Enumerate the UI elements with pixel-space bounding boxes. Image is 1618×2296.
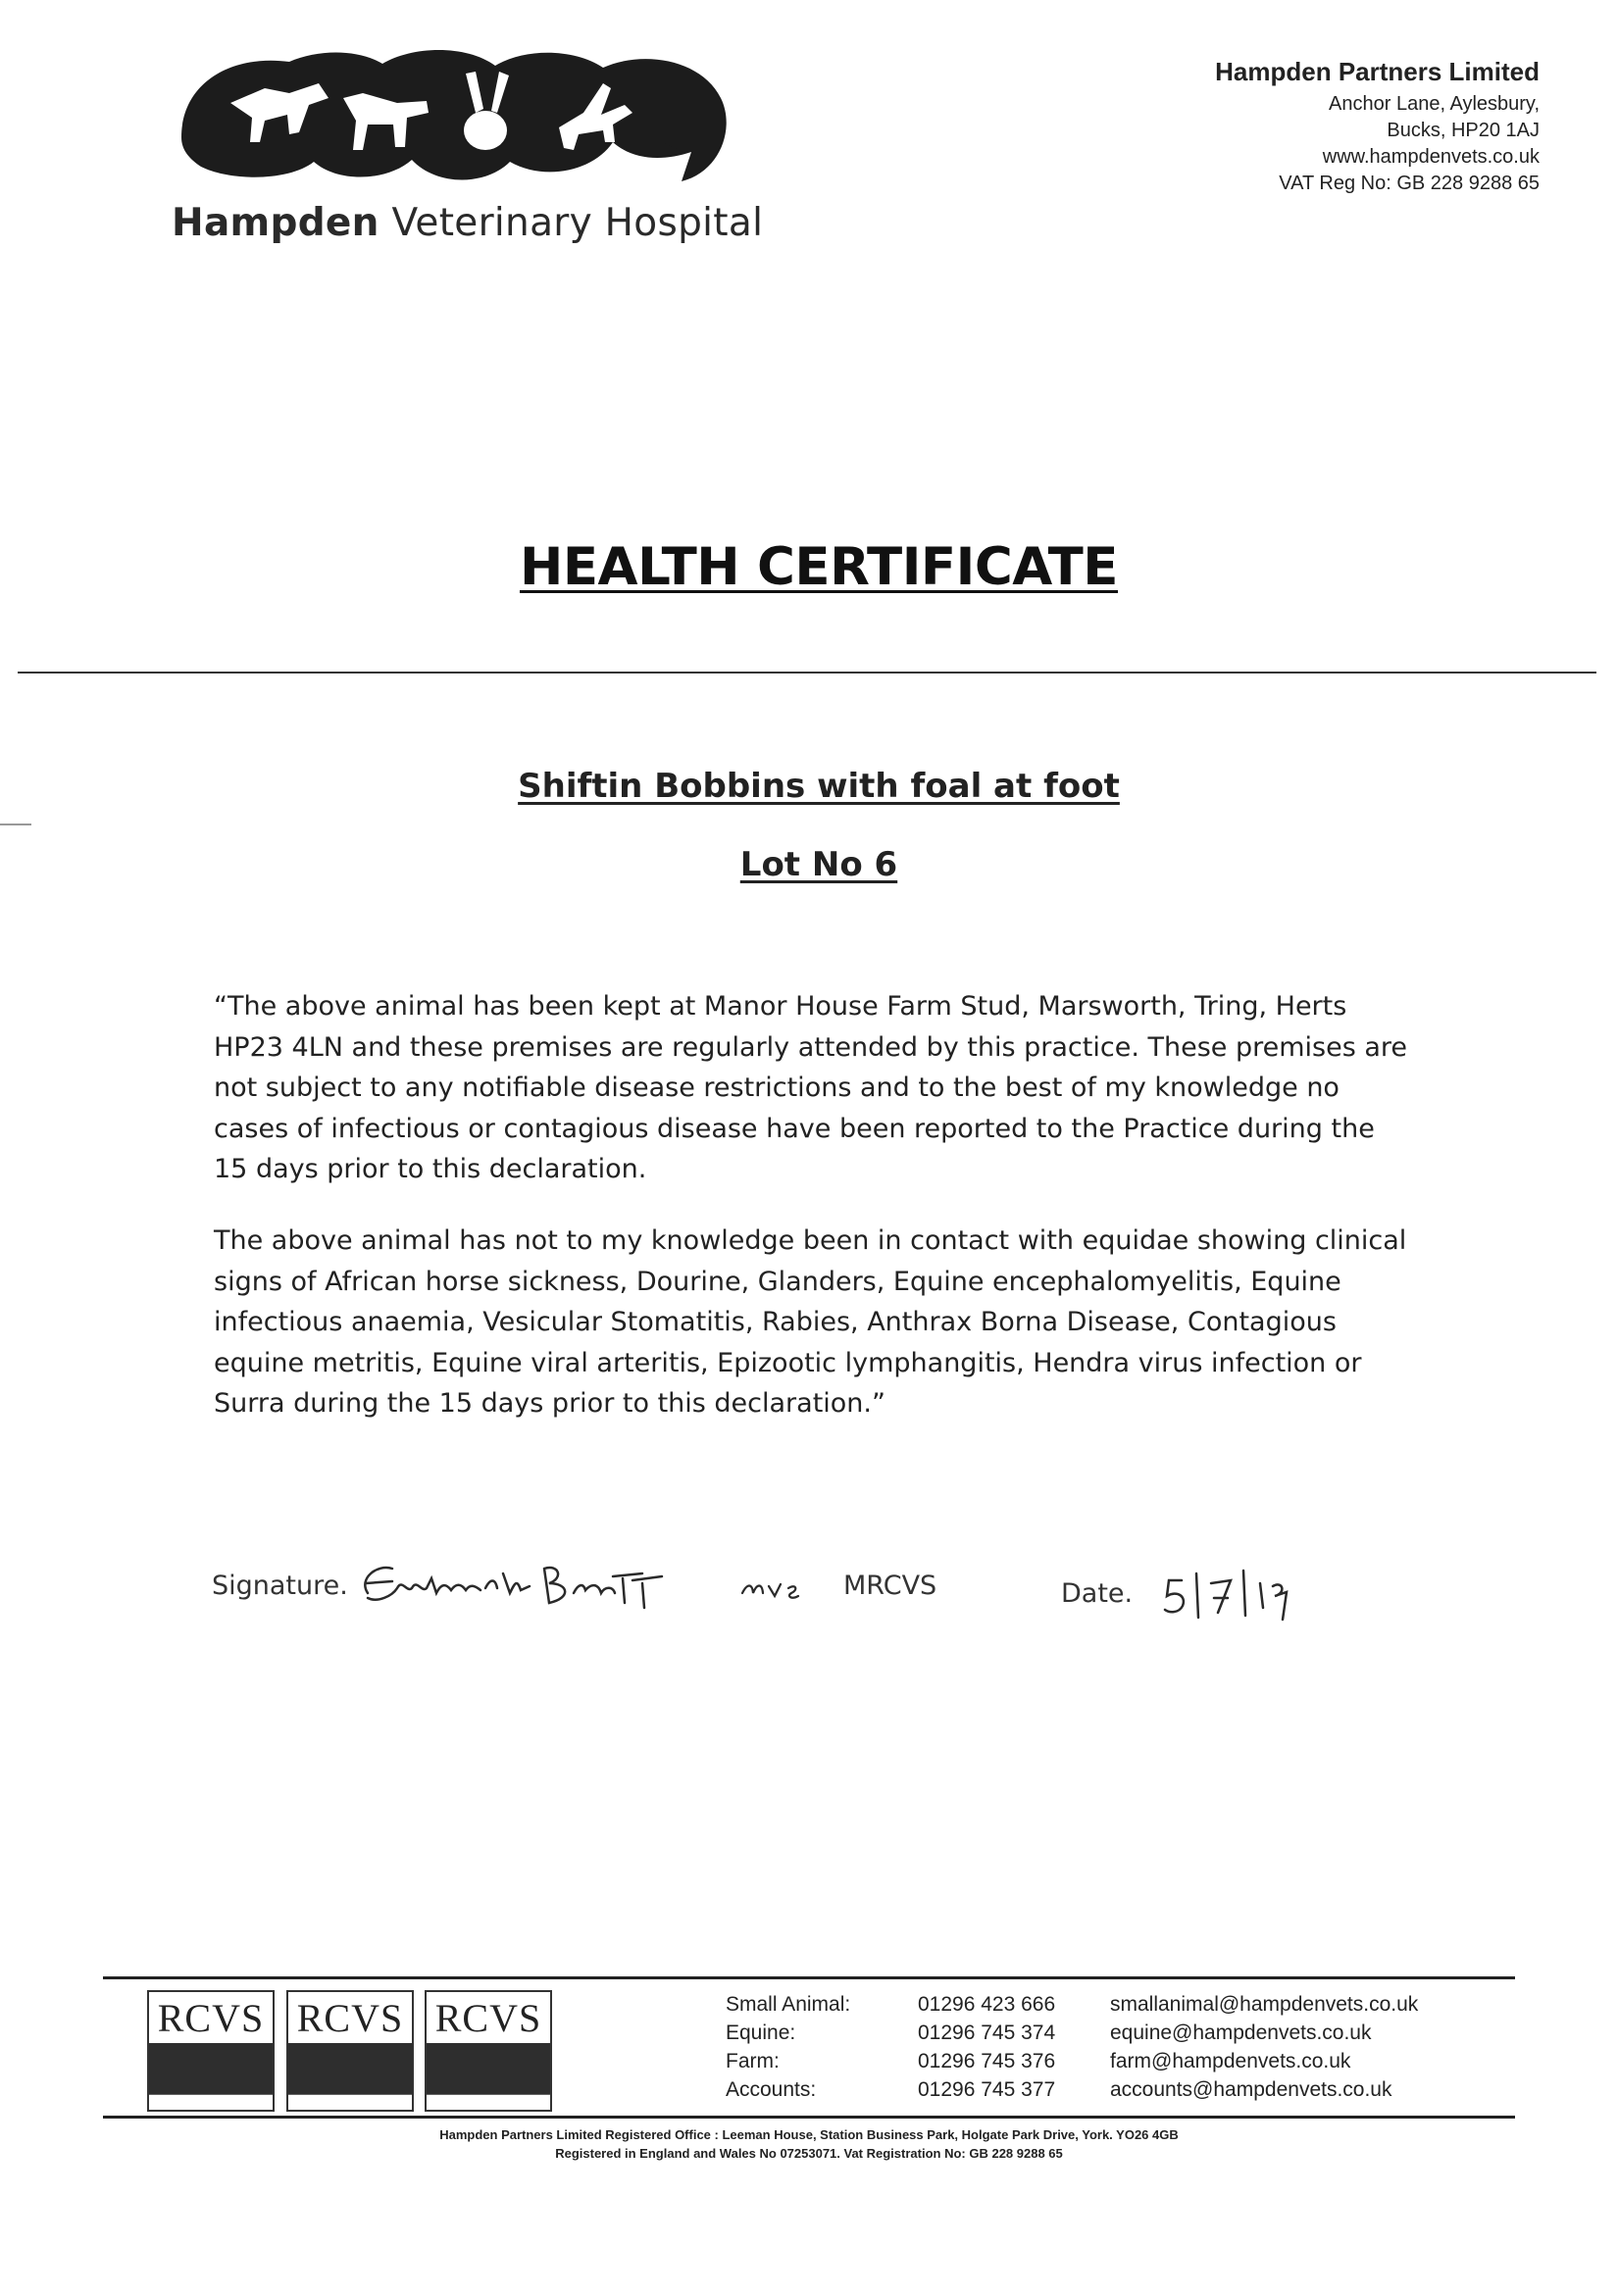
rcvs-badge-label: RCVS <box>434 1995 542 2040</box>
registered-office: Hampden Partners Limited Registered Office : Leeman House, Station Business Park, Holgate Park Drive, York. YO26 4GB <box>439 2127 1179 2142</box>
company-address-block <box>1215 57 1540 197</box>
vat-line: VAT Reg No: GB 228 9288 65 <box>1279 173 1540 194</box>
contact-email: equine@hampdenvets.co.uk <box>1110 2021 1372 2044</box>
rcvs-accreditation-badge <box>147 1990 275 2112</box>
contact-email: farm@hampdenvets.co.uk <box>1110 2049 1351 2072</box>
contact-dept: Equine: <box>726 2021 796 2044</box>
address-line: Anchor Lane, Aylesbury, <box>1329 93 1540 115</box>
rcvs-badge-label: RCVS <box>157 1995 265 2040</box>
contact-phone: 01296 423 666 <box>918 1992 1056 2016</box>
hospital-name-rest: Veterinary Hospital <box>379 201 764 245</box>
document-title: HEALTH CERTIFICATE <box>519 537 1119 597</box>
declaration-paragraph: “The above animal has been kept at Manor House Farm Stud, Marsworth, Tring, Herts HP23 4LN and these premises are regularly attended by this practice. These premises are not subject to any notifiable disease restrictions and to the best of my knowledge no cases of infectious or contagious disease have been reported to the Practice during the 15 days prior to this declaration. <box>214 991 1408 1184</box>
footer-divider-bottom <box>103 2116 1515 2119</box>
title-divider <box>18 672 1596 674</box>
company-name: Hampden Partners Limited <box>1215 57 1540 86</box>
rcvs-accreditation-badge <box>425 1990 552 2112</box>
website-line: www.hampdenvets.co.uk <box>1322 146 1540 168</box>
rcvs-accreditation-badge <box>286 1990 414 2112</box>
handwritten-mvs <box>737 1569 835 1608</box>
hospital-name-bold: Hampden <box>172 201 379 245</box>
contact-phone: 01296 745 374 <box>918 2021 1056 2044</box>
hospital-logo-icon <box>172 44 740 191</box>
contact-email: smallanimal@hampdenvets.co.uk <box>1110 1992 1419 2016</box>
contact-dept: Small Animal: <box>726 1992 851 2016</box>
lot-number: Lot No 6 <box>739 845 898 884</box>
animal-subject: Shiftin Bobbins with foal at foot <box>518 767 1120 806</box>
contact-dept: Farm: <box>726 2049 780 2072</box>
contact-phone: 01296 745 376 <box>918 2049 1056 2072</box>
contact-row <box>726 1990 1502 2019</box>
hospital-name <box>172 201 763 245</box>
contact-table <box>726 1990 1502 2104</box>
date-label: Date. <box>1061 1578 1134 1609</box>
contact-email: accounts@hampdenvets.co.uk <box>1110 2077 1392 2101</box>
margin-mark <box>0 824 31 825</box>
registration-numbers: Registered in England and Wales No 07253071. Vat Registration No: GB 228 9288 65 <box>555 2146 1063 2161</box>
rcvs-badge-label: RCVS <box>296 1995 404 2040</box>
contact-row <box>726 2075 1502 2104</box>
footer-divider-top <box>103 1976 1515 1979</box>
contact-dept: Accounts: <box>726 2077 817 2101</box>
qualification-label: MRCVS <box>843 1571 937 1601</box>
contact-row <box>726 2047 1502 2075</box>
contact-row <box>726 2019 1502 2047</box>
registration-footer <box>0 2125 1618 2163</box>
contact-phone: 01296 745 377 <box>918 2077 1056 2101</box>
handwritten-date <box>1157 1559 1314 1627</box>
signature-label: Signature. <box>212 1571 348 1601</box>
address-line: Bucks, HP20 1AJ <box>1387 120 1540 141</box>
declaration-paragraph: The above animal has not to my knowledge been in contact with equidae showing clinical signs of African horse sickness, Dourine, Glanders, Equine encephalomyelitis, Equine infectious anaemia, Vesicular Stomatitis, Rabies, Anthrax Borna Disease, Contagious equine metritis, Equine viral arteritis, Epizootic lymphangitis, Hendra virus infection or Surra during the 15 days prior to this declaration.” <box>214 1225 1407 1419</box>
handwritten-signature <box>348 1549 701 1618</box>
